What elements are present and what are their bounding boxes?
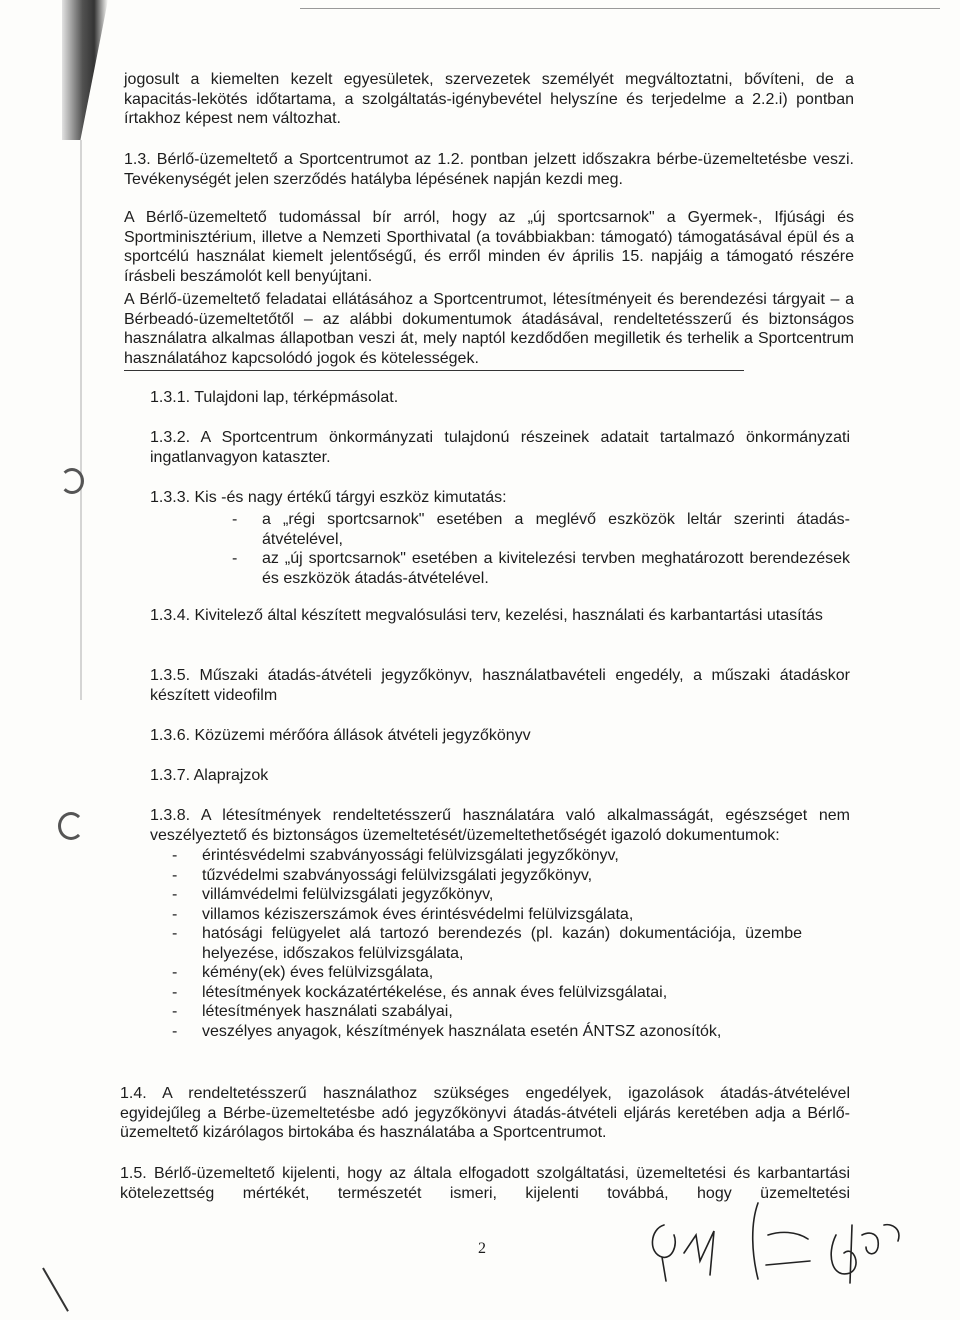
item-1-3-8-list-item: - tűzvédelmi szabványossági felülvizsgálati jegyzőkönyv, <box>202 866 802 886</box>
section-1-3-para3 <box>124 290 854 368</box>
item-1-3-3-title: 1.3.3. Kis -és nagy értékű tárgyi eszköz kimutatás: <box>150 489 507 506</box>
item-1-3-3 <box>150 488 850 588</box>
item-1-3-8-list-item: - veszélyes anyagok, készítmények használata esetén ÁNTSZ azonosítók, <box>202 1022 802 1042</box>
item-1-3-3-list-item: - az „új sportcsarnok" esetében a kivitelezési tervben meghatározott berendezések és eszközök átadás-átvételével. <box>262 549 850 588</box>
item-1-3-3-list <box>262 510 850 588</box>
section-1-4 <box>120 1084 850 1143</box>
item-1-3-1-text: 1.3.1. Tulajdoni lap, térképmásolat. <box>150 389 399 406</box>
item-1-3-8-list-item: - hatósági felügyelet alá tartozó berendezés (pl. kazán) dokumentációja, üzembe helyezése, időszakos felülvizsgálata, <box>202 924 802 963</box>
item-1-3-1 <box>150 388 850 408</box>
scan-corner-mark <box>42 1268 69 1312</box>
item-1-3-3-list-item: - a „régi sportcsarnok" esetében a meglévő eszközök leltár szerinti átadás-átvételével, <box>262 510 850 549</box>
item-1-3-8-list <box>202 846 802 1041</box>
item-1-3-2-text: 1.3.2. A Sportcentrum önkormányzati tulajdonú részeinek adatait tartalmazó önkormányzati ingatlanvagyon kataszter. <box>150 429 850 466</box>
intro-paragraph <box>124 70 854 129</box>
item-1-3-6 <box>150 726 850 746</box>
scan-edge-shadow <box>62 0 108 140</box>
item-1-3-8 <box>150 806 850 1041</box>
item-1-3-8-list-item: - létesítmények kockázatértékelése, és annak éves felülvizsgálatai, <box>202 983 802 1003</box>
section-1-4-text: 1.4. A rendeltetésszerű használathoz szükséges engedélyek, igazolások átadás-átvételével egyidejűleg a Bérbe-üzemeltetésbe adó jegyzőkönyvi átadás-átvételi eljárás keretében adja a Bérlő-üzemeltető kizárólagos birtokába és használatába a Sportcentrumot. <box>120 1085 850 1141</box>
item-1-3-8-list-item: - létesítmények használati szabályai, <box>202 1002 802 1022</box>
item-1-3-7-text: 1.3.7. Alaprajzok <box>150 767 269 784</box>
item-1-3-8-list-item: - villamos kéziszerszámok éves érintésvédelmi felülvizsgálata, <box>202 905 802 925</box>
section-1-3 <box>124 150 854 189</box>
scan-edge-line <box>80 140 82 700</box>
item-1-3-8-title: 1.3.8. A létesítmények rendeltetésszerű használatára való alkalmasságát, egészséget nem veszélyeztető és biztonságos üzemeltetését/üzemeltethetőségét igazoló dokumentumok: <box>150 807 850 844</box>
item-1-3-5-text: 1.3.5. Műszaki átadás-átvételi jegyzőkönyv, használatbavételi engedély, a műszaki átadáskor készített videofilm <box>150 667 850 704</box>
item-1-3-2 <box>150 428 850 468</box>
item-1-3-6-text: 1.3.6. Közüzemi mérőóra állások átvételi jegyzőkönyv <box>150 727 531 744</box>
page-top-rule <box>300 8 940 9</box>
handwritten-underline <box>124 370 744 371</box>
section-1-3-para2-text: A Bérlő-üzemeltető tudomással bír arról, hogy az „új sportcsarnok" a Gyermek-, Ifjúsági és Sportminisztérium, illetve a Nemzeti Sporthivatal (a továbbiakban: támogató) támogatásával épül és a sportcélú használat kiemelt jelentőségű, és erről minden év április 15. napjáig a támogató részére írásbeli beszámolót kell benyújtani. <box>124 209 854 285</box>
section-1-5-text: 1.5. Bérlő-üzemeltető kijelenti, hogy az általa elfogadott szolgáltatási, üzemeltetési és karbantartási kötelezettség mértékét, természetét ismeri, kijelenti továbbá, hogy üzemeltetési <box>120 1165 850 1202</box>
intro-text: jogosult a kiemelten kezelt egyesületek, szervezetek személyét megváltoztatni, bővíteni, de a kapacitás-lekötés időtartama, a szolgáltatás-igénybevétel helyszíne és terjedelme a 2.2.i) pontban írtakhoz képest nem változhat. <box>124 71 854 127</box>
section-1-3-para3-text: A Bérlő-üzemeltető feladatai ellátásához a Sportcentrumot, létesítményeit és berendezési tárgyait – a Bérbeadó-üzemeltetőtől – az alábbi dokumentumok átadásával, rendeltetésszerű és biztonságos használatra alkalmas állapotban veszi át, mely naptól kezdődően megilletik és terhelik a Sportcentrum használatához kapcsolódó jogok és kötelességek. <box>124 291 854 367</box>
item-1-3-4-text: 1.3.4. Kivitelező által készített megvalósulási terv, kezelési, használati és karbantartási utasítás <box>150 607 823 624</box>
handwritten-signatures <box>640 1195 910 1295</box>
section-1-3-para2 <box>124 208 854 286</box>
item-1-3-8-list-item: - villámvédelmi felülvizsgálati jegyzőkönyv, <box>202 885 802 905</box>
item-1-3-7 <box>150 766 850 786</box>
item-1-3-5 <box>150 666 850 706</box>
item-1-3-4 <box>150 606 850 626</box>
section-1-3-text: 1.3. Bérlő-üzemeltető a Sportcentrumot az 1.2. pontban jelzett időszakra bérbe-üzemeltetésbe veszi. Tevékenységét jelen szerződés hatályba lépésének napján kezdi meg. <box>124 151 854 188</box>
page-number: 2 <box>478 1240 486 1257</box>
punch-hole-mark <box>58 812 84 840</box>
item-1-3-8-list-item: - érintésvédelmi szabványossági felülvizsgálati jegyzőkönyv, <box>202 846 802 866</box>
item-1-3-8-list-item: - kémény(ek) éves felülvizsgálata, <box>202 963 802 983</box>
punch-hole-mark <box>60 468 84 494</box>
